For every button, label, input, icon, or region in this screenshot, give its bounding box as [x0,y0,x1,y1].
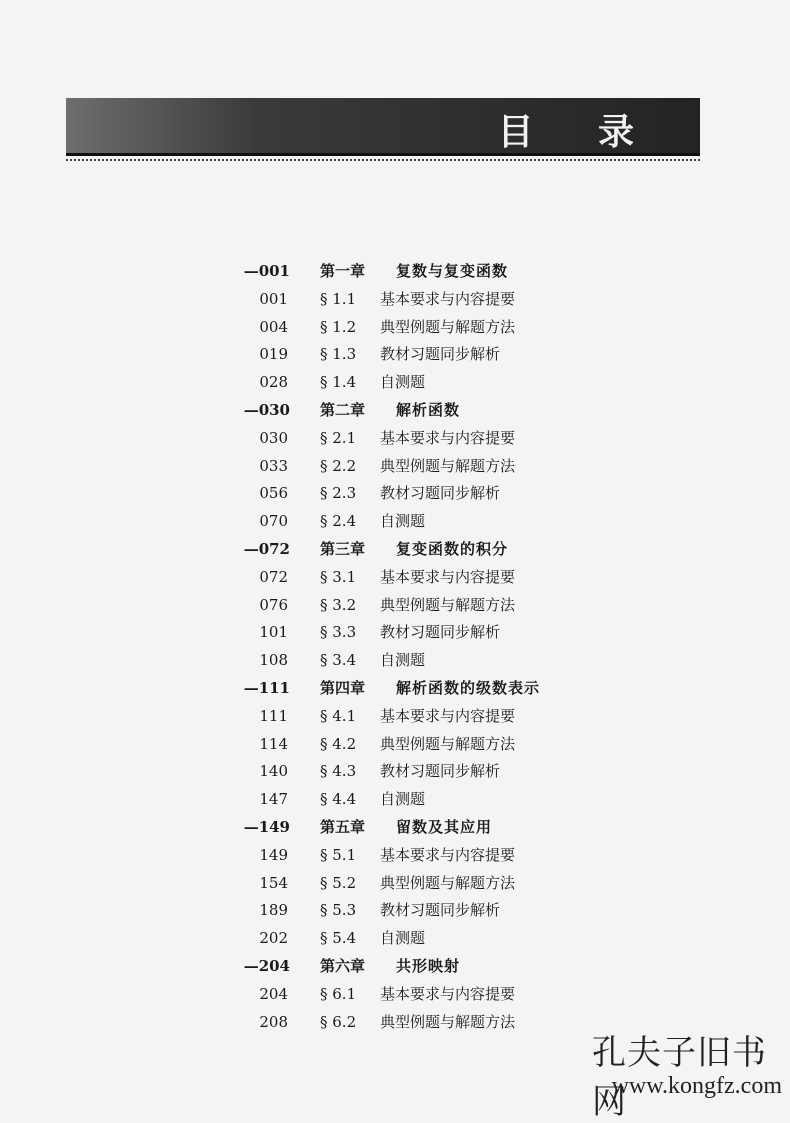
toc-section-row [220,480,620,508]
toc-page-number: —030 [243,400,290,419]
toc-page-number: 149 [259,845,288,864]
toc-section-title: 基本要求与内容提要 [380,845,516,864]
toc-chapter-number: 第二章 [320,400,366,419]
toc-page-number: 072 [259,567,288,586]
watermark-name: 孔夫子旧书网 [592,1033,767,1122]
toc-section-number: § 4.2 [320,734,357,753]
toc-section-number: § 6.2 [320,1012,357,1031]
toc-section-number: § 5.4 [320,929,357,948]
toc-section-row [220,619,620,647]
toc-section-title: 典型例题与解题方法 [380,317,516,336]
toc-chapter-title: 共形映射 [396,956,461,975]
toc-section-title: 教材习题同步解析 [380,623,501,642]
toc-chapter-row [220,536,620,564]
toc-section-number: § 5.1 [320,845,357,864]
toc-chapter-title: 复变函数的积分 [396,539,509,558]
toc-page-number: 111 [259,706,288,725]
toc-page-number: 114 [259,734,288,753]
toc-section-title: 基本要求与内容提要 [380,428,516,447]
toc-section-number: § 1.2 [320,317,357,336]
toc-section-title: 基本要求与内容提要 [380,289,516,308]
toc-section-row [220,647,620,675]
toc-section-row [220,842,620,870]
toc-section-row [220,286,620,314]
toc-page-number: 154 [259,873,288,892]
toc-chapter-title: 留数及其应用 [396,817,493,836]
toc-chapter-row [220,675,620,703]
toc-page-number: 101 [259,623,288,642]
toc-page-number: 202 [259,929,288,948]
toc-section-row [220,758,620,786]
toc-section-title: 典型例题与解题方法 [380,456,516,475]
toc-chapter-row [220,953,620,981]
toc-chapter-number: 第五章 [320,817,366,836]
toc-page-number: 076 [259,595,288,614]
toc-section-title: 自测题 [380,651,426,670]
toc-section-number: § 3.3 [320,623,357,642]
toc-chapter-number: 第三章 [320,539,366,558]
toc-section-row [220,1009,620,1037]
toc-chapter-row [220,258,620,286]
toc-section-row [220,508,620,536]
toc-section-number: § 1.1 [320,289,357,308]
table-of-contents [220,258,620,1036]
toc-page-number: 070 [259,512,288,531]
toc-section-title: 教材习题同步解析 [380,484,501,503]
toc-section-row [220,897,620,925]
toc-chapter-title: 解析函数的级数表示 [396,678,541,697]
toc-page-number: 108 [259,651,288,670]
page-title: 目 录 [497,111,660,153]
toc-section-row [220,341,620,369]
toc-page-number: 140 [259,762,288,781]
toc-chapter-row [220,397,620,425]
toc-chapter-row [220,814,620,842]
toc-page-number: 204 [259,984,288,1003]
toc-section-title: 自测题 [380,373,426,392]
toc-section-row [220,786,620,814]
toc-section-title: 典型例题与解题方法 [380,873,516,892]
toc-section-number: § 5.3 [320,901,357,920]
toc-page-number: 030 [259,428,288,447]
toc-section-title: 典型例题与解题方法 [380,734,516,753]
toc-section-title: 自测题 [380,512,426,531]
toc-page-number: —072 [243,539,290,558]
toc-section-number: § 6.1 [320,984,357,1003]
toc-section-row [220,314,620,342]
dotted-divider [66,159,700,161]
toc-section-row [220,453,620,481]
toc-section-row [220,564,620,592]
toc-page-number: —001 [243,262,290,280]
toc-section-number: § 5.2 [320,873,357,892]
toc-page-number: 056 [259,484,288,503]
toc-section-title: 自测题 [380,790,426,809]
toc-section-row [220,925,620,953]
toc-section-number: § 3.2 [320,595,357,614]
toc-header-bar [66,98,700,156]
toc-section-number: § 3.1 [320,567,357,586]
toc-chapter-title: 解析函数 [396,400,461,419]
toc-section-number: § 4.4 [320,790,357,809]
toc-section-number: § 2.3 [320,484,357,503]
toc-section-row [220,592,620,620]
toc-section-title: 基本要求与内容提要 [380,567,516,586]
toc-section-number: § 3.4 [320,651,357,670]
toc-section-number: § 2.2 [320,456,357,475]
toc-section-row [220,703,620,731]
toc-page-number: —149 [243,817,290,836]
toc-section-row [220,425,620,453]
toc-page-number: 028 [259,373,288,392]
toc-page-number: 147 [259,790,288,809]
toc-page-number: 019 [259,345,288,364]
toc-section-row [220,731,620,759]
watermark [592,1025,782,1122]
toc-page-number: —111 [243,678,290,697]
watermark-url: www.kongfz.com [611,1073,782,1099]
toc-page-number: 189 [259,901,288,920]
toc-section-number: § 4.1 [320,706,357,725]
toc-section-title: 教材习题同步解析 [380,901,501,920]
toc-chapter-number: 第四章 [320,678,366,697]
toc-section-title: 教材习题同步解析 [380,762,501,781]
toc-section-number: § 4.3 [320,762,357,781]
toc-section-title: 基本要求与内容提要 [380,706,516,725]
toc-section-title: 基本要求与内容提要 [380,984,516,1003]
toc-section-title: 教材习题同步解析 [380,345,501,364]
toc-chapter-number: 第六章 [320,956,366,975]
toc-section-number: § 2.4 [320,512,357,531]
toc-section-row [220,981,620,1009]
toc-page-number: 208 [259,1012,288,1031]
toc-section-row [220,870,620,898]
toc-page-number: —204 [243,956,290,975]
toc-section-title: 典型例题与解题方法 [380,1012,516,1031]
toc-page-number: 004 [259,317,288,336]
toc-section-title: 典型例题与解题方法 [380,595,516,614]
toc-section-number: § 1.3 [320,345,357,364]
toc-chapter-title: 复数与复变函数 [396,262,509,280]
toc-section-number: § 1.4 [320,373,357,392]
toc-section-row [220,369,620,397]
toc-chapter-number: 第一章 [320,262,366,280]
toc-page-number: 001 [259,289,288,308]
toc-page-number: 033 [259,456,288,475]
toc-section-title: 自测题 [380,929,426,948]
toc-section-number: § 2.1 [320,428,357,447]
